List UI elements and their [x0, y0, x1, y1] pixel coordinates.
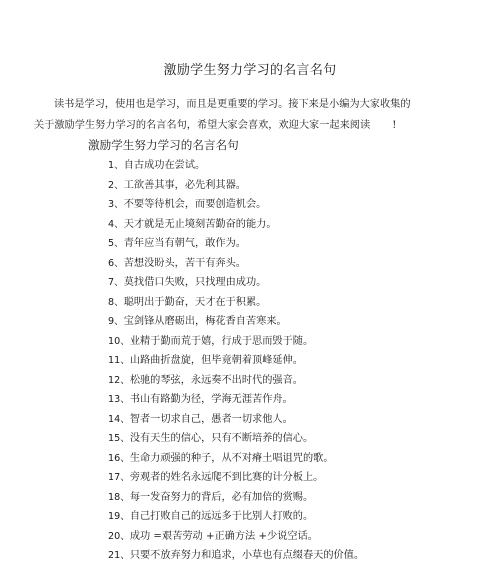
- quote-number: 3、: [108, 199, 124, 210]
- quote-number: 5、: [108, 238, 124, 249]
- list-item: [108, 488, 364, 508]
- intro-line-2-text: 关于激励学生努力学习的名言名句，希望大家会喜欢，欢迎大家一起来阅读: [34, 120, 371, 131]
- quote-text: 智者一切求自己，愚者一切求他人。: [129, 413, 293, 425]
- list-item: [108, 195, 364, 215]
- quote-text: 莫找借口失败，只找理由成功。: [123, 277, 267, 288]
- quote-text: 成功 =艰苦劳动 +正确方法 +少说空话。: [129, 530, 318, 542]
- list-item: [108, 410, 364, 430]
- quote-number: 12、: [108, 374, 130, 386]
- quote-number: 2、: [108, 179, 124, 191]
- intro-paragraph: [34, 94, 464, 136]
- quote-text: 旁观者的姓名永远爬不到比赛的计分板上。: [129, 472, 324, 483]
- intro-line-1: 读书是学习，使用也是学习，而且是更重要的学习。接下来是小编为大家收集的: [54, 99, 411, 110]
- quote-number: 21、: [108, 550, 130, 561]
- quote-text: 苦想没盼头，苦干有奔头。: [123, 257, 246, 269]
- quote-text: 自己打败自己的远远多于比别人打败的。: [129, 511, 314, 522]
- quote-number: 16、: [108, 452, 130, 464]
- list-item: [108, 293, 364, 313]
- quote-number: 8、: [108, 296, 124, 308]
- section-heading: 激励学生努力学习的名言名句: [88, 138, 239, 152]
- quote-number: 6、: [108, 257, 124, 269]
- quote-number: 15、: [108, 433, 130, 444]
- list-item: [108, 371, 364, 391]
- quote-text: 不要等待机会，而要创造机会。: [123, 199, 267, 210]
- list-item: [108, 273, 364, 293]
- quote-number: 4、: [108, 218, 124, 230]
- quote-number: 17、: [108, 472, 130, 483]
- quote-text: 青年应当有朝气，敢作为。: [123, 238, 246, 249]
- quote-text: 工欲善其事，必先利其器。: [123, 179, 246, 191]
- intro-line-2: [34, 115, 464, 136]
- quote-number: 20、: [108, 530, 130, 542]
- list-item: [108, 527, 364, 547]
- quote-text: 宝剑锋从磨砺出，梅花香自苦寒来。: [123, 316, 287, 327]
- quote-list: [108, 156, 364, 566]
- quote-number: 10、: [108, 335, 130, 347]
- list-item: [108, 468, 364, 488]
- quote-text: 业精于勤而荒于嬉，行成于思而毁于随。: [129, 335, 314, 347]
- quote-number: 11、: [108, 355, 130, 366]
- quote-text: 只要不放弃努力和追求，小草也有点缀春天的价值。: [129, 550, 365, 561]
- list-item: [108, 390, 364, 410]
- list-item: [108, 507, 364, 527]
- intro-line-2-end: !: [392, 120, 397, 131]
- quote-text: 山路曲折盘旋，但毕竟朝着顶峰延伸。: [129, 355, 303, 366]
- list-item: [108, 332, 364, 352]
- quote-text: 没有天生的信心，只有不断培养的信心。: [129, 433, 314, 444]
- quote-text: 松驰的琴弦，永远奏不出时代的强音。: [129, 374, 303, 386]
- quote-number: 7、: [108, 277, 124, 288]
- list-item: [108, 546, 364, 566]
- list-item: [108, 254, 364, 274]
- quote-text: 自古成功在尝试。: [123, 160, 206, 171]
- quote-number: 14、: [108, 413, 130, 425]
- list-item: [108, 234, 364, 254]
- list-item: [108, 215, 364, 235]
- quote-number: 18、: [108, 491, 130, 503]
- list-item: [108, 449, 364, 469]
- document-title: 激励学生努力学习的名言名句: [163, 63, 337, 78]
- list-item: [108, 351, 364, 371]
- quote-number: 9、: [108, 316, 124, 327]
- list-item: [108, 312, 364, 332]
- quote-text: 聪明出于勤奋，天才在于积累。: [123, 296, 267, 308]
- quote-text: 天才就是无止境刻苦勤奋的能力。: [123, 218, 277, 230]
- list-item: [108, 176, 364, 196]
- quote-text: 书山有路勤为径，学海无涯苦作舟。: [129, 394, 293, 405]
- quote-text: 每一发奋努力的背后，必有加倍的赏赐。: [129, 491, 314, 503]
- quote-number: 19、: [108, 511, 130, 522]
- list-item: [108, 429, 364, 449]
- quote-text: 生命力顽强的种子，从不对瘠土唱诅咒的歌。: [129, 452, 334, 464]
- list-item: [108, 156, 364, 176]
- quote-number: 1、: [108, 160, 124, 171]
- quote-number: 13、: [108, 394, 130, 405]
